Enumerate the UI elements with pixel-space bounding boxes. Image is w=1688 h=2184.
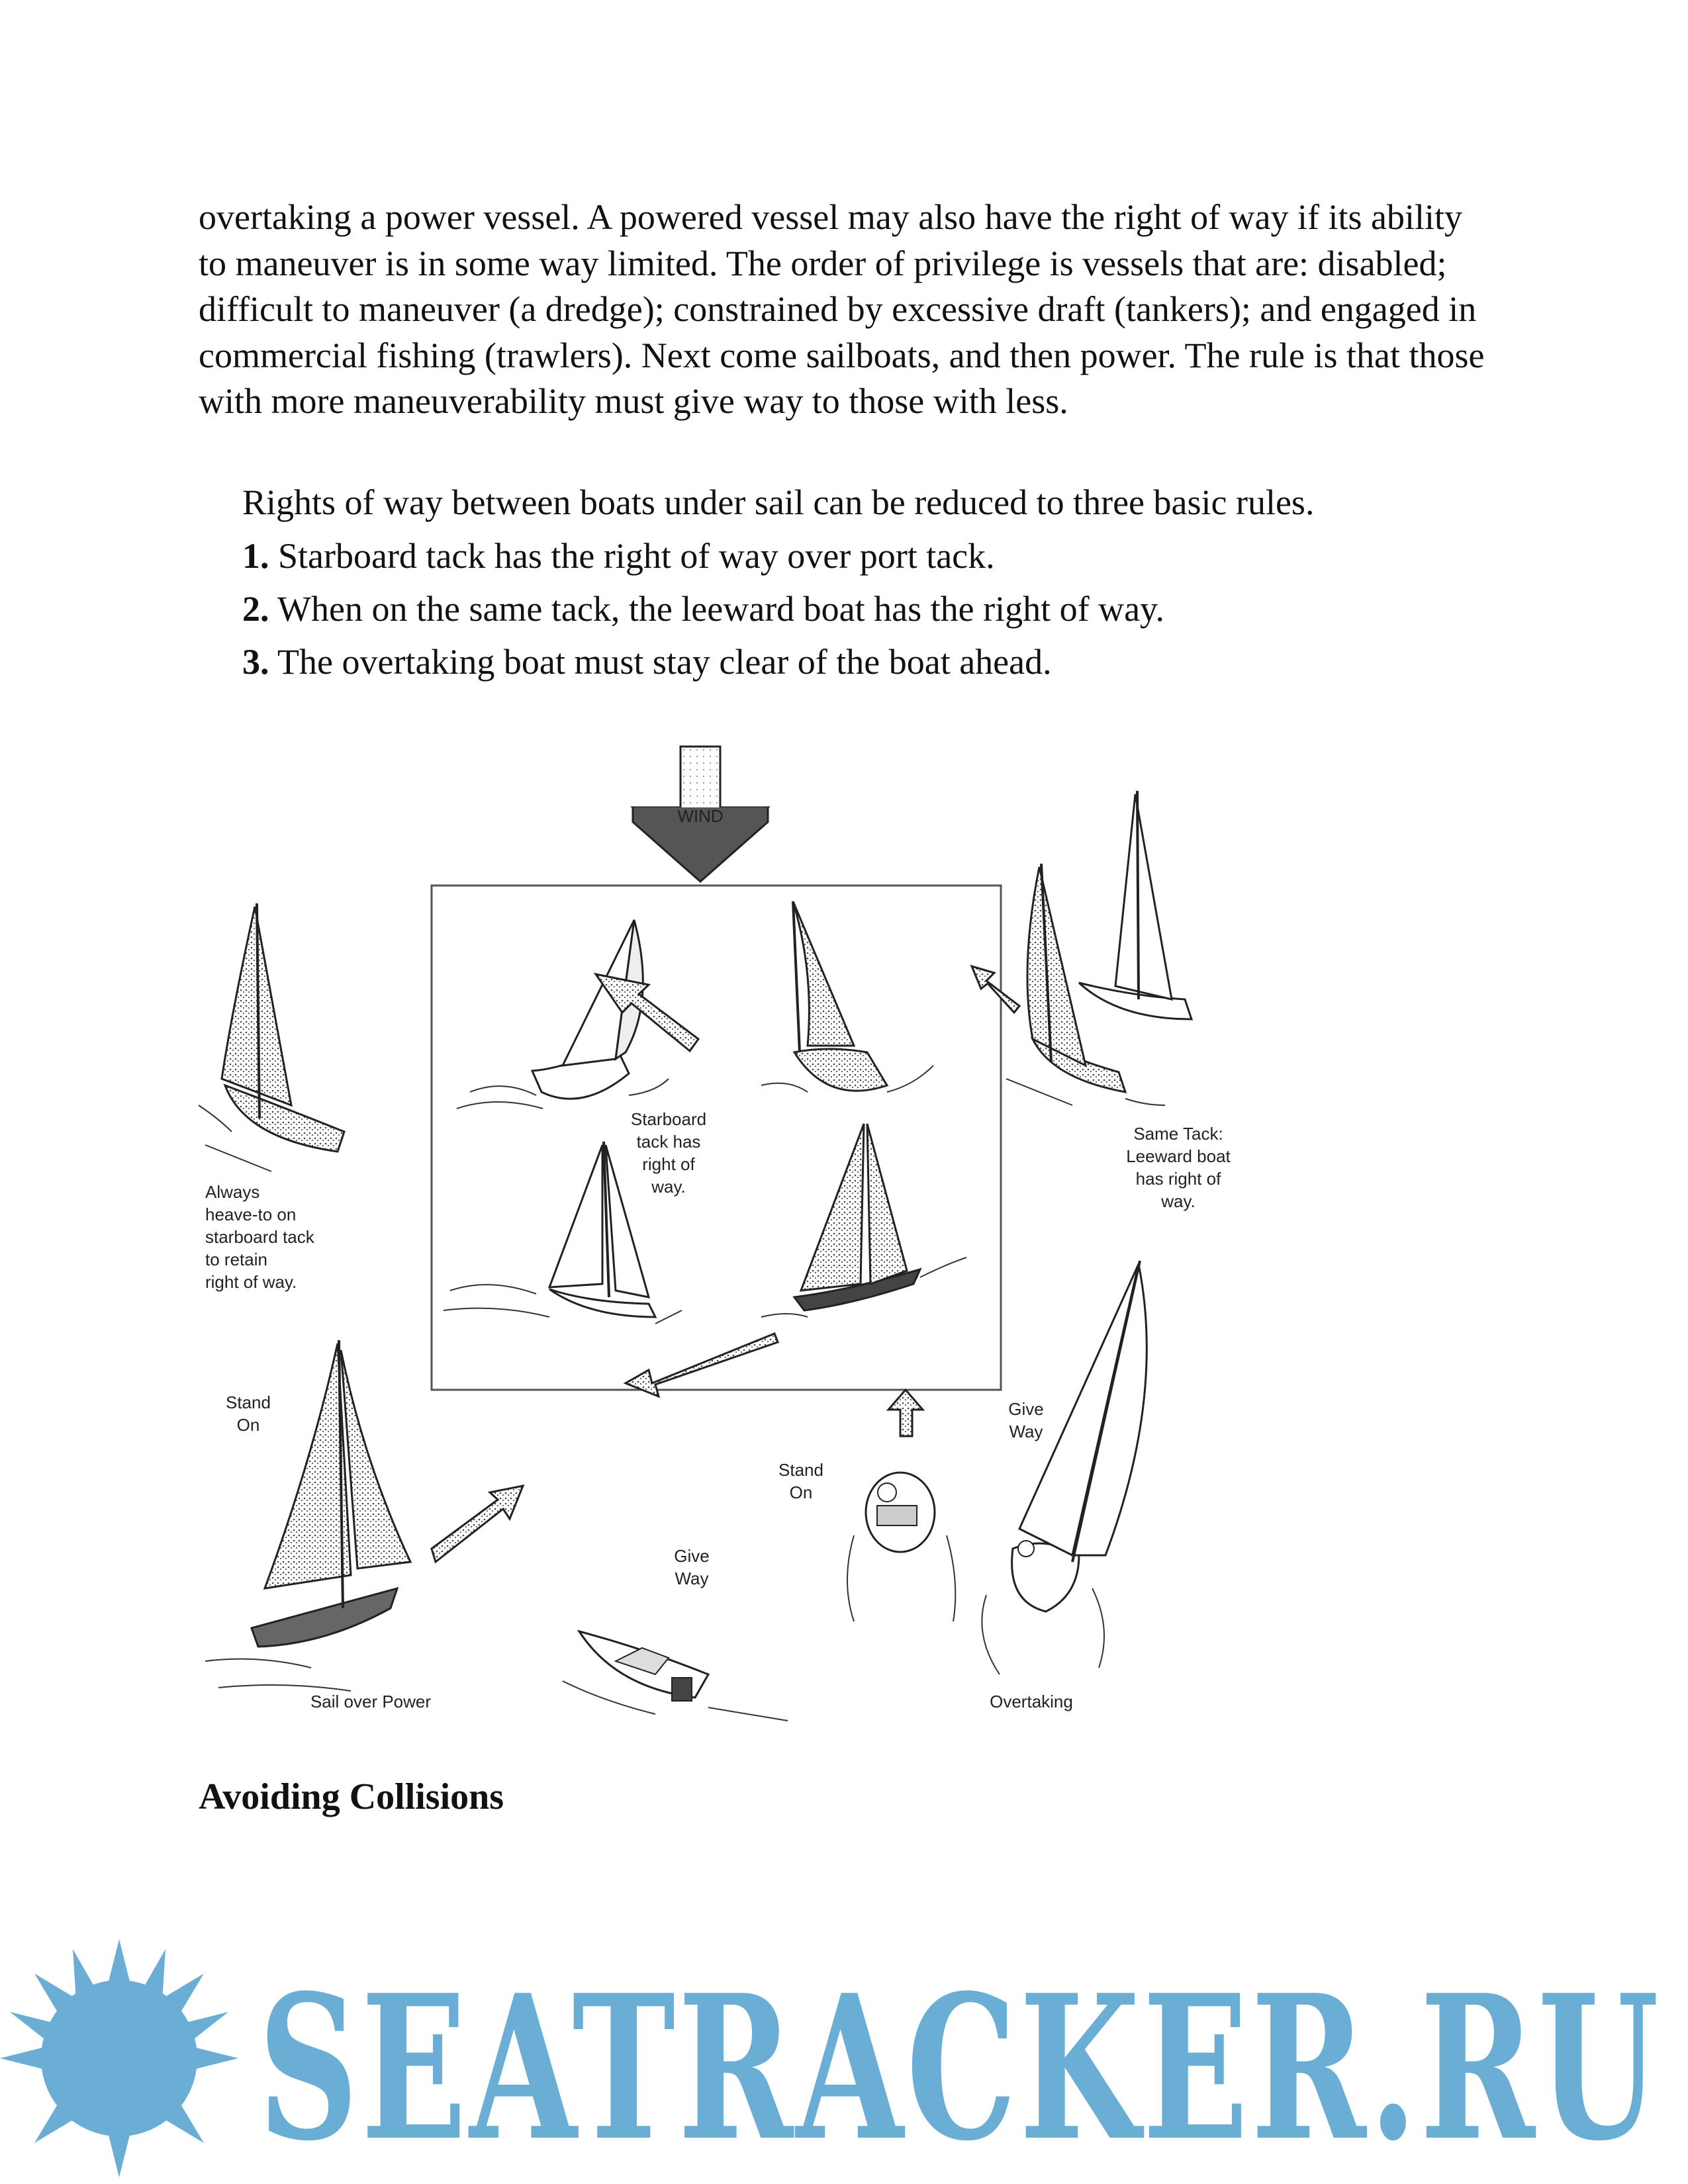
rule-text: When on the same tack, the leeward boat has the right of way. <box>277 589 1165 629</box>
heave-to-caption-line: starboard tack <box>205 1227 314 1247</box>
overtaking-caption: Overtaking <box>990 1692 1073 1711</box>
rights-of-way-intro: Rights of way between boats under sail can be reduced to three basic rules. <box>242 482 1315 522</box>
rule-text: The overtaking boat must stay clear of the boat ahead. <box>277 642 1052 682</box>
give-way-caption-line: Way <box>1009 1422 1043 1441</box>
wind-label: WIND <box>677 806 724 826</box>
sailboat-same-tack-leeward <box>1079 791 1192 1019</box>
sun-icon <box>0 1939 238 2177</box>
direction-arrow <box>626 1334 778 1396</box>
rule-2 <box>242 586 1164 632</box>
sailboat-starboard-tack-lower <box>761 1124 966 1317</box>
starboard-caption-line: way. <box>651 1177 686 1197</box>
same-tack-caption-line: Leeward boat <box>1126 1146 1231 1166</box>
powerboat-stand-on <box>847 1473 955 1621</box>
rule-1 <box>242 533 995 579</box>
starboard-caption-line: right of <box>642 1154 695 1174</box>
watermark-text: SEATRACKER.RU <box>258 1951 1662 2184</box>
starboard-caption-line: Starboard <box>630 1109 707 1129</box>
stand-on-caption-line: Stand <box>778 1460 823 1480</box>
heave-to-caption-line: to retain <box>205 1250 267 1269</box>
give-way-caption-line: Give <box>674 1546 710 1566</box>
sail-over-power-caption: Sail over Power <box>310 1692 432 1711</box>
same-tack-caption-line: has right of <box>1135 1169 1221 1189</box>
give-way-caption-line: Way <box>675 1569 709 1588</box>
same-tack-caption-line: Same Tack: <box>1133 1124 1223 1144</box>
powerboat-give-way <box>563 1631 788 1721</box>
section-heading: Avoiding Collisions <box>199 1776 504 1817</box>
stand-on-caption-line: Stand <box>226 1392 271 1412</box>
watermark <box>0 1919 1688 2184</box>
sailboat-heave-to <box>199 903 344 1171</box>
direction-arrow <box>972 966 1019 1013</box>
sailboat-port-tack-upper <box>457 920 669 1109</box>
right-of-way-illustration <box>192 735 1317 1727</box>
direction-arrow <box>432 1486 523 1562</box>
wind-arrow <box>633 747 768 882</box>
give-way-caption-line: Give <box>1008 1399 1044 1419</box>
starboard-tack-box <box>432 886 1001 1390</box>
sailboat-starboard-tack-upper <box>761 901 933 1092</box>
stand-on-caption-line: On <box>236 1415 260 1435</box>
stand-on-caption-line: On <box>789 1482 813 1502</box>
rule-number: 1. <box>242 536 269 576</box>
heave-to-caption-line: right of way. <box>205 1272 297 1292</box>
rule-3 <box>242 639 1052 685</box>
heave-to-caption-line: Always <box>205 1182 260 1202</box>
sailboat-overtaking <box>982 1261 1147 1674</box>
direction-arrow <box>888 1390 923 1436</box>
heave-to-caption-line: heave-to on <box>205 1205 297 1224</box>
same-tack-caption-line: way. <box>1161 1191 1196 1211</box>
body-paragraph: overtaking a power vessel. A powered vessel may also have the right of way if its ability to maneuver is in some way limited. The order of privilege is vessels that are: disabled; difficult to maneuver (a dredge); constrained by excessive draft (tankers); and engaged in commercial fishing (trawlers). Next come sailboats, and then power. The rule is that those with more maneuverability must give way to those with less. <box>199 197 1485 421</box>
rule-number: 2. <box>242 589 269 629</box>
rule-text: Starboard tack has the right of way over port tack. <box>278 536 995 576</box>
starboard-caption-line: tack has <box>636 1132 701 1152</box>
rule-number: 3. <box>242 642 269 682</box>
